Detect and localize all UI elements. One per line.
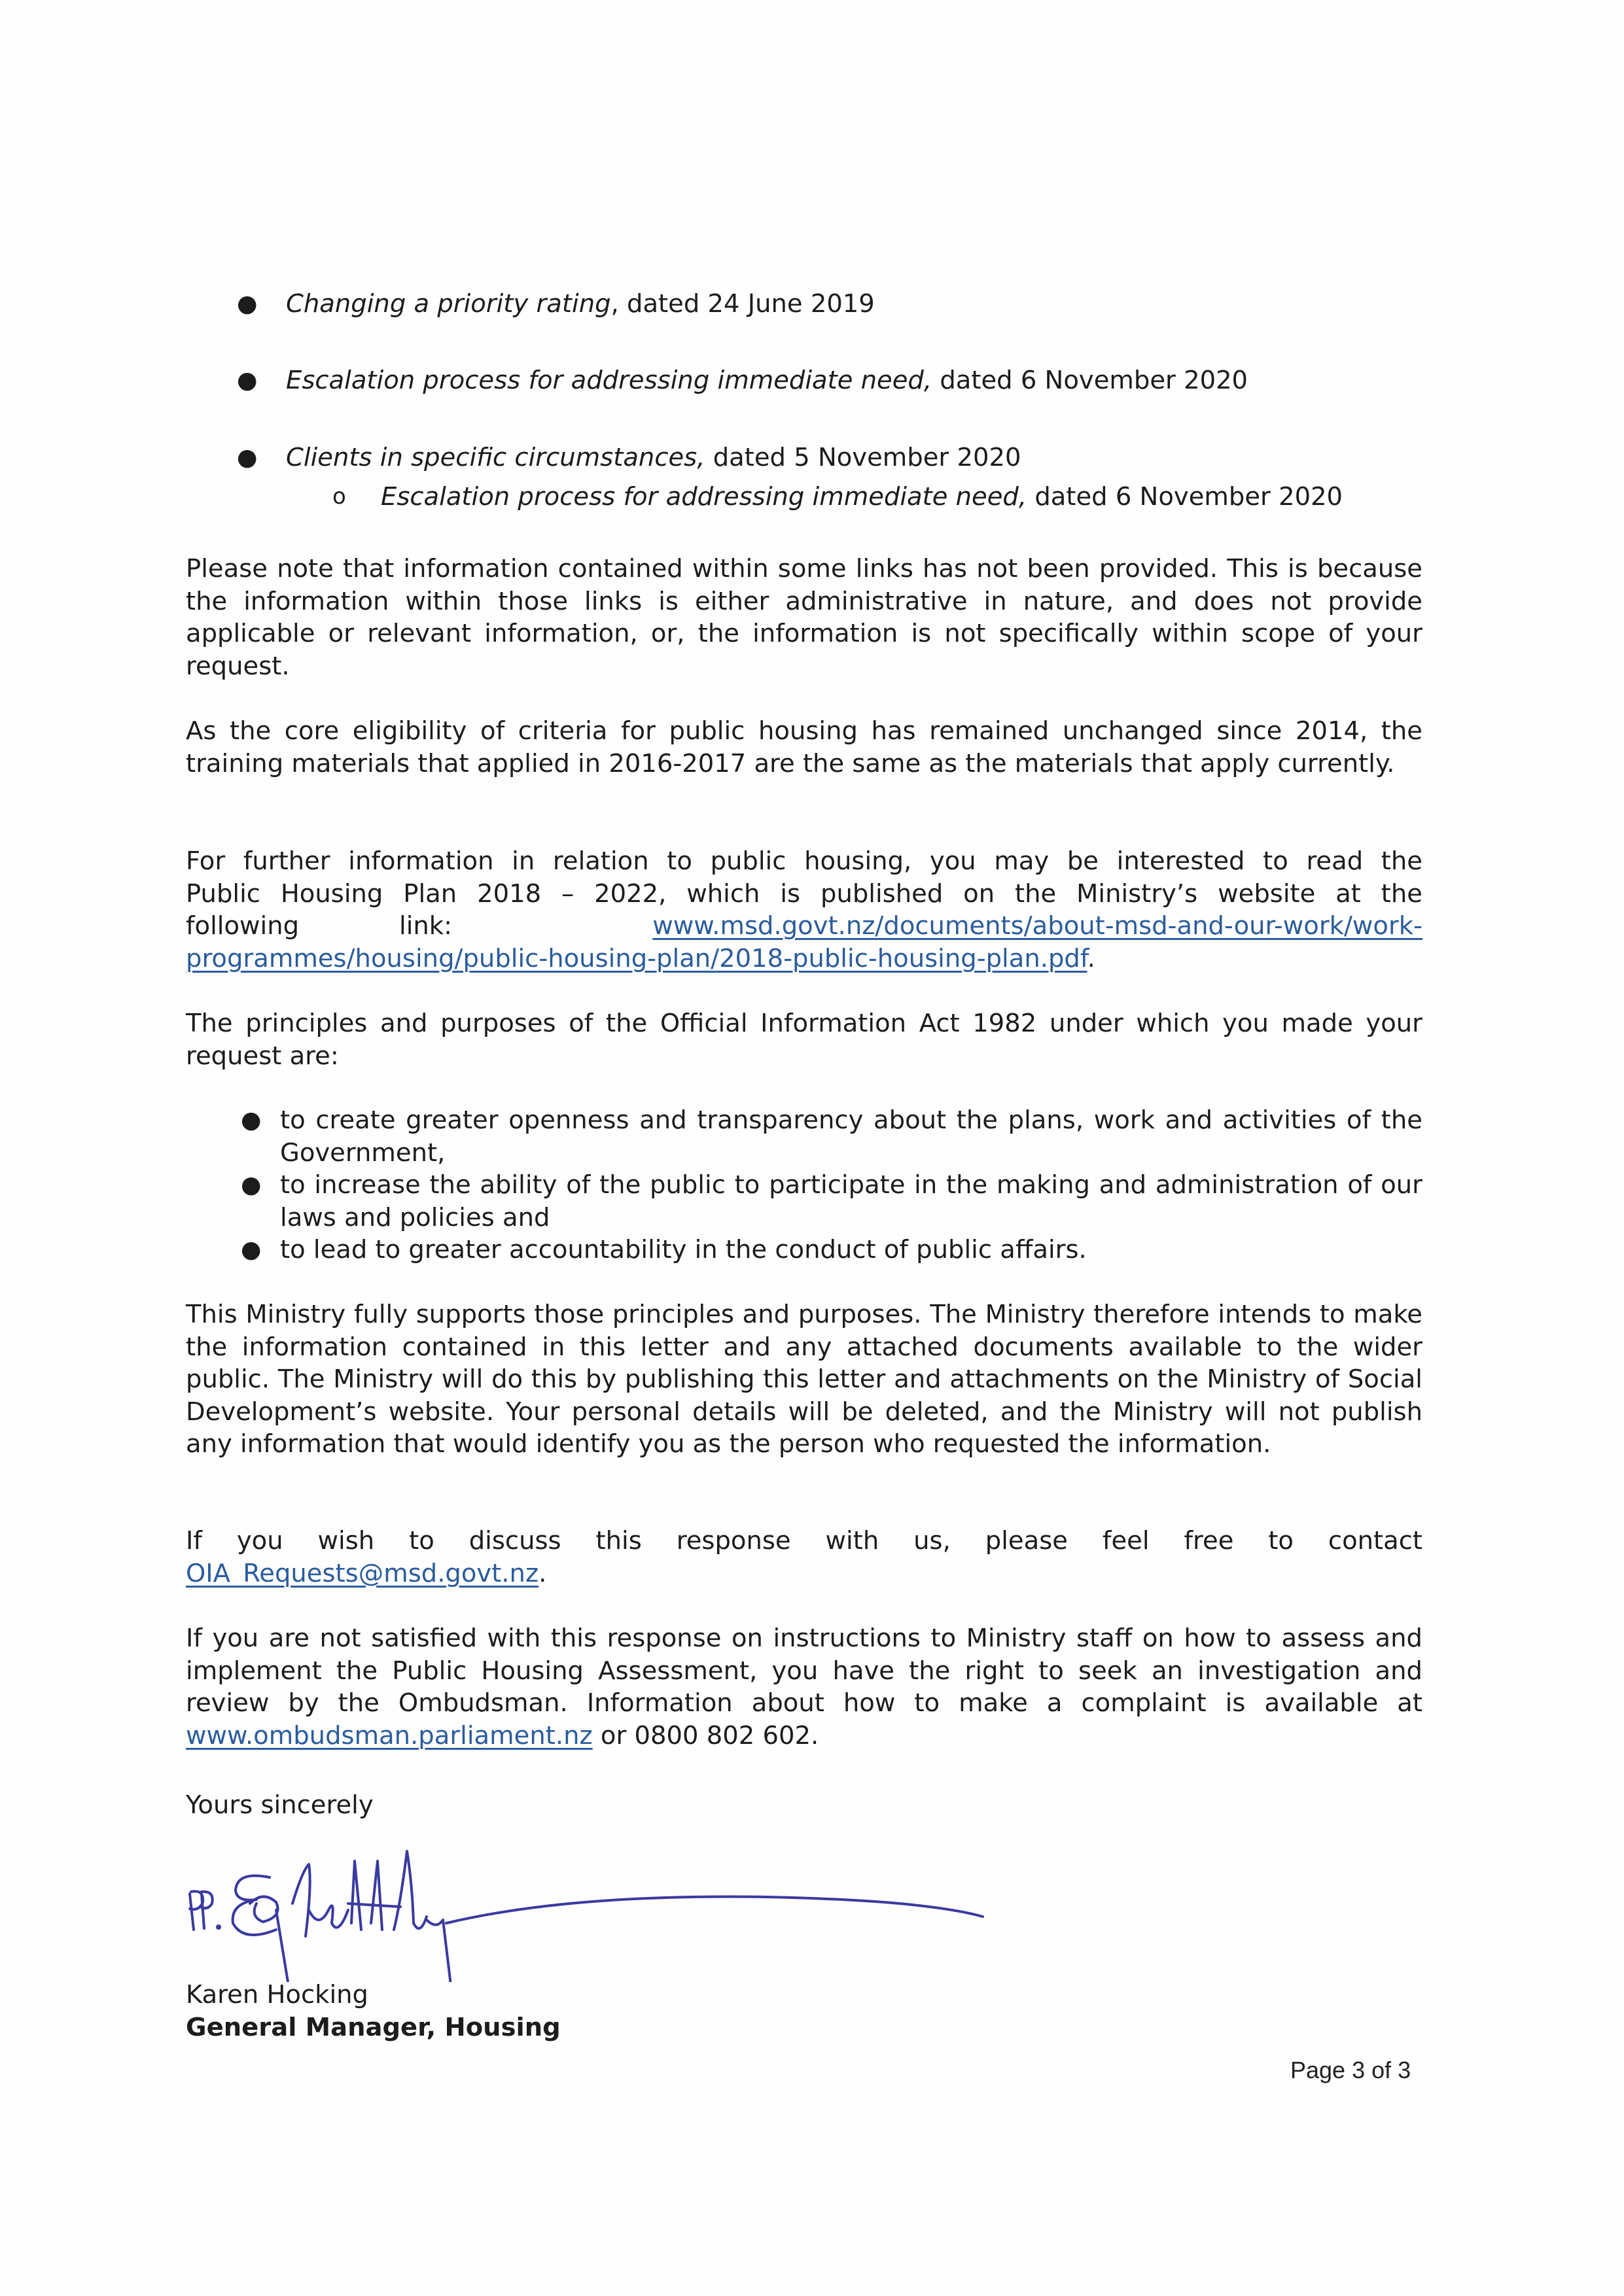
- signer-title: General Manager, Housing: [186, 2013, 561, 2042]
- contact-text: If you wish to discuss this response with us, please feel free to contact: [186, 1526, 1422, 1556]
- page-number: Page 3 of 3: [1290, 2057, 1411, 2083]
- further-info-line: For further information in relation to public housing, you may be interested to read the: [186, 846, 1422, 876]
- public-housing-plan-link[interactable]: www.msd.govt.nz/documents/about-msd-and-our-work/work-: [652, 911, 1422, 941]
- ombudsman-website-link[interactable]: www.ombudsman.parliament.nz: [186, 1720, 593, 1750]
- public-housing-plan-link-continued[interactable]: programmes/housing/public-housing-plan/2018-public-housing-plan.pdf: [186, 943, 1087, 973]
- ombudsman-text: If you are not satisfied with this response on instructions to Ministry staff on how to assess and implement the Public Housing Assessment, you have the right to seek an investigation and review by the Ombudsman. Information about how to make a complaint is available at: [186, 1624, 1422, 1718]
- document-date: dated 6 November 2020: [932, 366, 1248, 395]
- closing-salutation: Yours sincerely: [186, 1790, 374, 1820]
- ombudsman-paragraph: [186, 1622, 1422, 1752]
- links-note-paragraph: Please note that information contained within some links has not been provided. This is because the information within those links is either administrative in nature, and does not provide applicable or relevant information, or, the information is not specifically within scope of your request.: [186, 554, 1422, 681]
- publication-paragraph: This Ministry fully supports those principles and purposes. The Ministry therefore intends to make the information contained in this letter and any attached documents available to the wider public. The Ministry will do this by publishing this letter and attachments on the Ministry of Social Development’s website. Your personal details will be deleted, and the Ministry will not publish any information that would identify you as the person who requested the information.: [186, 1300, 1422, 1459]
- document-date: dated 6 November 2020: [1027, 482, 1343, 512]
- document-title: Clients in specific circumstances,: [286, 443, 705, 472]
- hollow-bullet-icon: o: [332, 483, 346, 510]
- document-title: Escalation process for addressing immediate need,: [381, 482, 1027, 512]
- principle-text: to increase the ability of the public to participate in the making and administration of our laws and policies and: [280, 1170, 1422, 1232]
- bullet-icon: ●: [241, 1236, 262, 1263]
- bullet-icon: ●: [237, 367, 258, 394]
- further-info-line: Public Housing Plan 2018 – 2022, which is published on the Ministry’s website at the: [186, 878, 1422, 909]
- bullet-icon: ●: [237, 290, 258, 317]
- document-title: Escalation process for addressing immediate need,: [286, 366, 932, 395]
- signer-name: Karen Hocking: [186, 1980, 368, 2009]
- principle-text: to lead to greater accountability in the conduct of public affairs.: [280, 1235, 1087, 1264]
- principle-text: to create greater openness and transparency about the plans, work and activities of the Government,: [280, 1105, 1422, 1168]
- document-date: , dated 24 June 2019: [610, 289, 875, 319]
- ombudsman-phone: or 0800 802 602.: [592, 1720, 819, 1750]
- document-title: Changing a priority rating: [286, 289, 611, 319]
- oia-email-link[interactable]: OIA_Requests@msd.govt.nz: [186, 1558, 539, 1588]
- bullet-icon: ●: [237, 444, 258, 471]
- contact-paragraph: If you wish to discuss this response with us, please feel free to contact OIA_Requests@msd.govt.nz.: [186, 1526, 1422, 1588]
- further-info-link-line: following link: www.msd.govt.nz/documents/about-msd-and-our-work/work-: [186, 910, 1422, 943]
- further-info-paragraph: [186, 845, 1422, 975]
- bullet-icon: ●: [241, 1172, 262, 1198]
- principles-intro-paragraph: The principles and purposes of the Official Information Act 1982 under which you made your request are:: [186, 1009, 1422, 1071]
- handwritten-signature-icon: [178, 1832, 1002, 1982]
- eligibility-paragraph: As the core eligibility of criteria for public housing has remained unchanged since 2014, the training materials that applied in 2016-2017 are the same as the materials that apply currently.: [186, 716, 1422, 778]
- bullet-icon: ●: [241, 1107, 262, 1134]
- further-info-link-line-2: programmes/housing/public-housing-plan/2018-public-housing-plan.pdf.: [186, 943, 1095, 973]
- document-date: dated 5 November 2020: [705, 443, 1021, 472]
